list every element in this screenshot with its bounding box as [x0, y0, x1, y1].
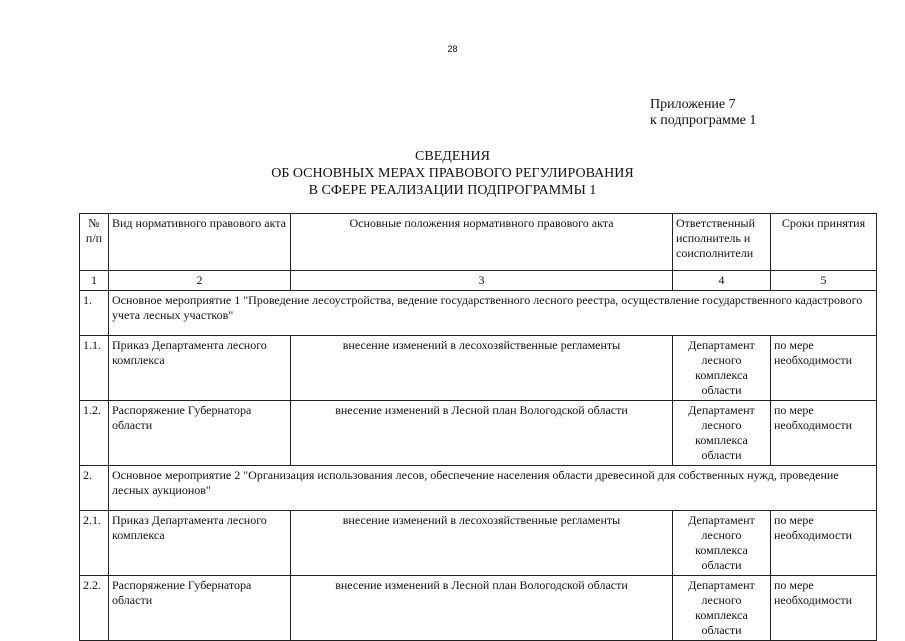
table-row [80, 511, 877, 576]
section-title: Основное мероприятие 2 "Организация использования лесов, обеспечение населения области древесиной для собственных нужд, проведение лесных аукционов" [109, 466, 877, 511]
row-number: 1.2. [80, 401, 109, 466]
column-number: 4 [673, 271, 771, 291]
title-line-1: СВЕДЕНИЯ [415, 149, 490, 164]
act-provisions: внесение изменений в лесохозяйственные регламенты [291, 511, 673, 576]
title-line-3: В СФЕРЕ РЕАЛИЗАЦИИ ПОДПРОГРАММЫ 1 [308, 183, 597, 198]
responsible-executor: Департамент лесного комплекса области [673, 336, 771, 401]
section-row [80, 466, 877, 511]
column-numbers-row [80, 271, 877, 291]
table-row [80, 401, 877, 466]
row-number: 1. [80, 291, 109, 336]
page-number: 28 [447, 44, 458, 54]
appendix-line-2: к подпрограмме 1 [650, 113, 757, 128]
responsible-executor: Департамент лесного комплекса области [673, 511, 771, 576]
column-number: 3 [291, 271, 673, 291]
section-title: Основное мероприятие 1 "Проведение лесоустройства, ведение государственного лесного реестра, осуществление государственного кадастрового учета лесных участков" [109, 291, 877, 336]
act-type: Распоряжение Губернатора области [109, 401, 291, 466]
act-type: Распоряжение Губернатора области [109, 576, 291, 641]
appendix-line-1: Приложение 7 [650, 97, 736, 112]
responsible-executor: Департамент лесного комплекса области [673, 576, 771, 641]
act-type: Приказ Департамента лесного комплекса [109, 336, 291, 401]
table-row [80, 336, 877, 401]
adoption-terms: по мере необходимости [771, 401, 877, 466]
act-provisions: внесение изменений в Лесной план Вологодской области [291, 576, 673, 641]
header-provisions: Основные положения нормативного правового акта [291, 214, 673, 271]
table-row [80, 576, 877, 641]
row-number: 1.1. [80, 336, 109, 401]
adoption-terms: по мере необходимости [771, 576, 877, 641]
act-provisions: внесение изменений в лесохозяйственные регламенты [291, 336, 673, 401]
row-number: 2.2. [80, 576, 109, 641]
header-act-type: Вид нормативного правового акта [109, 214, 291, 271]
adoption-terms: по мере необходимости [771, 336, 877, 401]
header-executor: Ответственный исполнитель и соисполнители [673, 214, 771, 271]
column-number: 1 [80, 271, 109, 291]
column-number: 5 [771, 271, 877, 291]
title-line-2: ОБ ОСНОВНЫХ МЕРАХ ПРАВОВОГО РЕГУЛИРОВАНИЯ [271, 166, 634, 181]
document-title [0, 148, 905, 199]
responsible-executor: Департамент лесного комплекса области [673, 401, 771, 466]
row-number: 2. [80, 466, 109, 511]
section-row [80, 291, 877, 336]
appendix-note [650, 97, 756, 129]
column-number: 2 [109, 271, 291, 291]
adoption-terms: по мере необходимости [771, 511, 877, 576]
act-provisions: внесение изменений в Лесной план Вологодской области [291, 401, 673, 466]
row-number: 2.1. [80, 511, 109, 576]
header-number: № п/п [80, 214, 109, 271]
header-terms: Сроки принятия [771, 214, 877, 271]
table-header-row [80, 214, 877, 271]
act-type: Приказ Департамента лесного комплекса [109, 511, 291, 576]
legal-measures-table [79, 213, 877, 641]
